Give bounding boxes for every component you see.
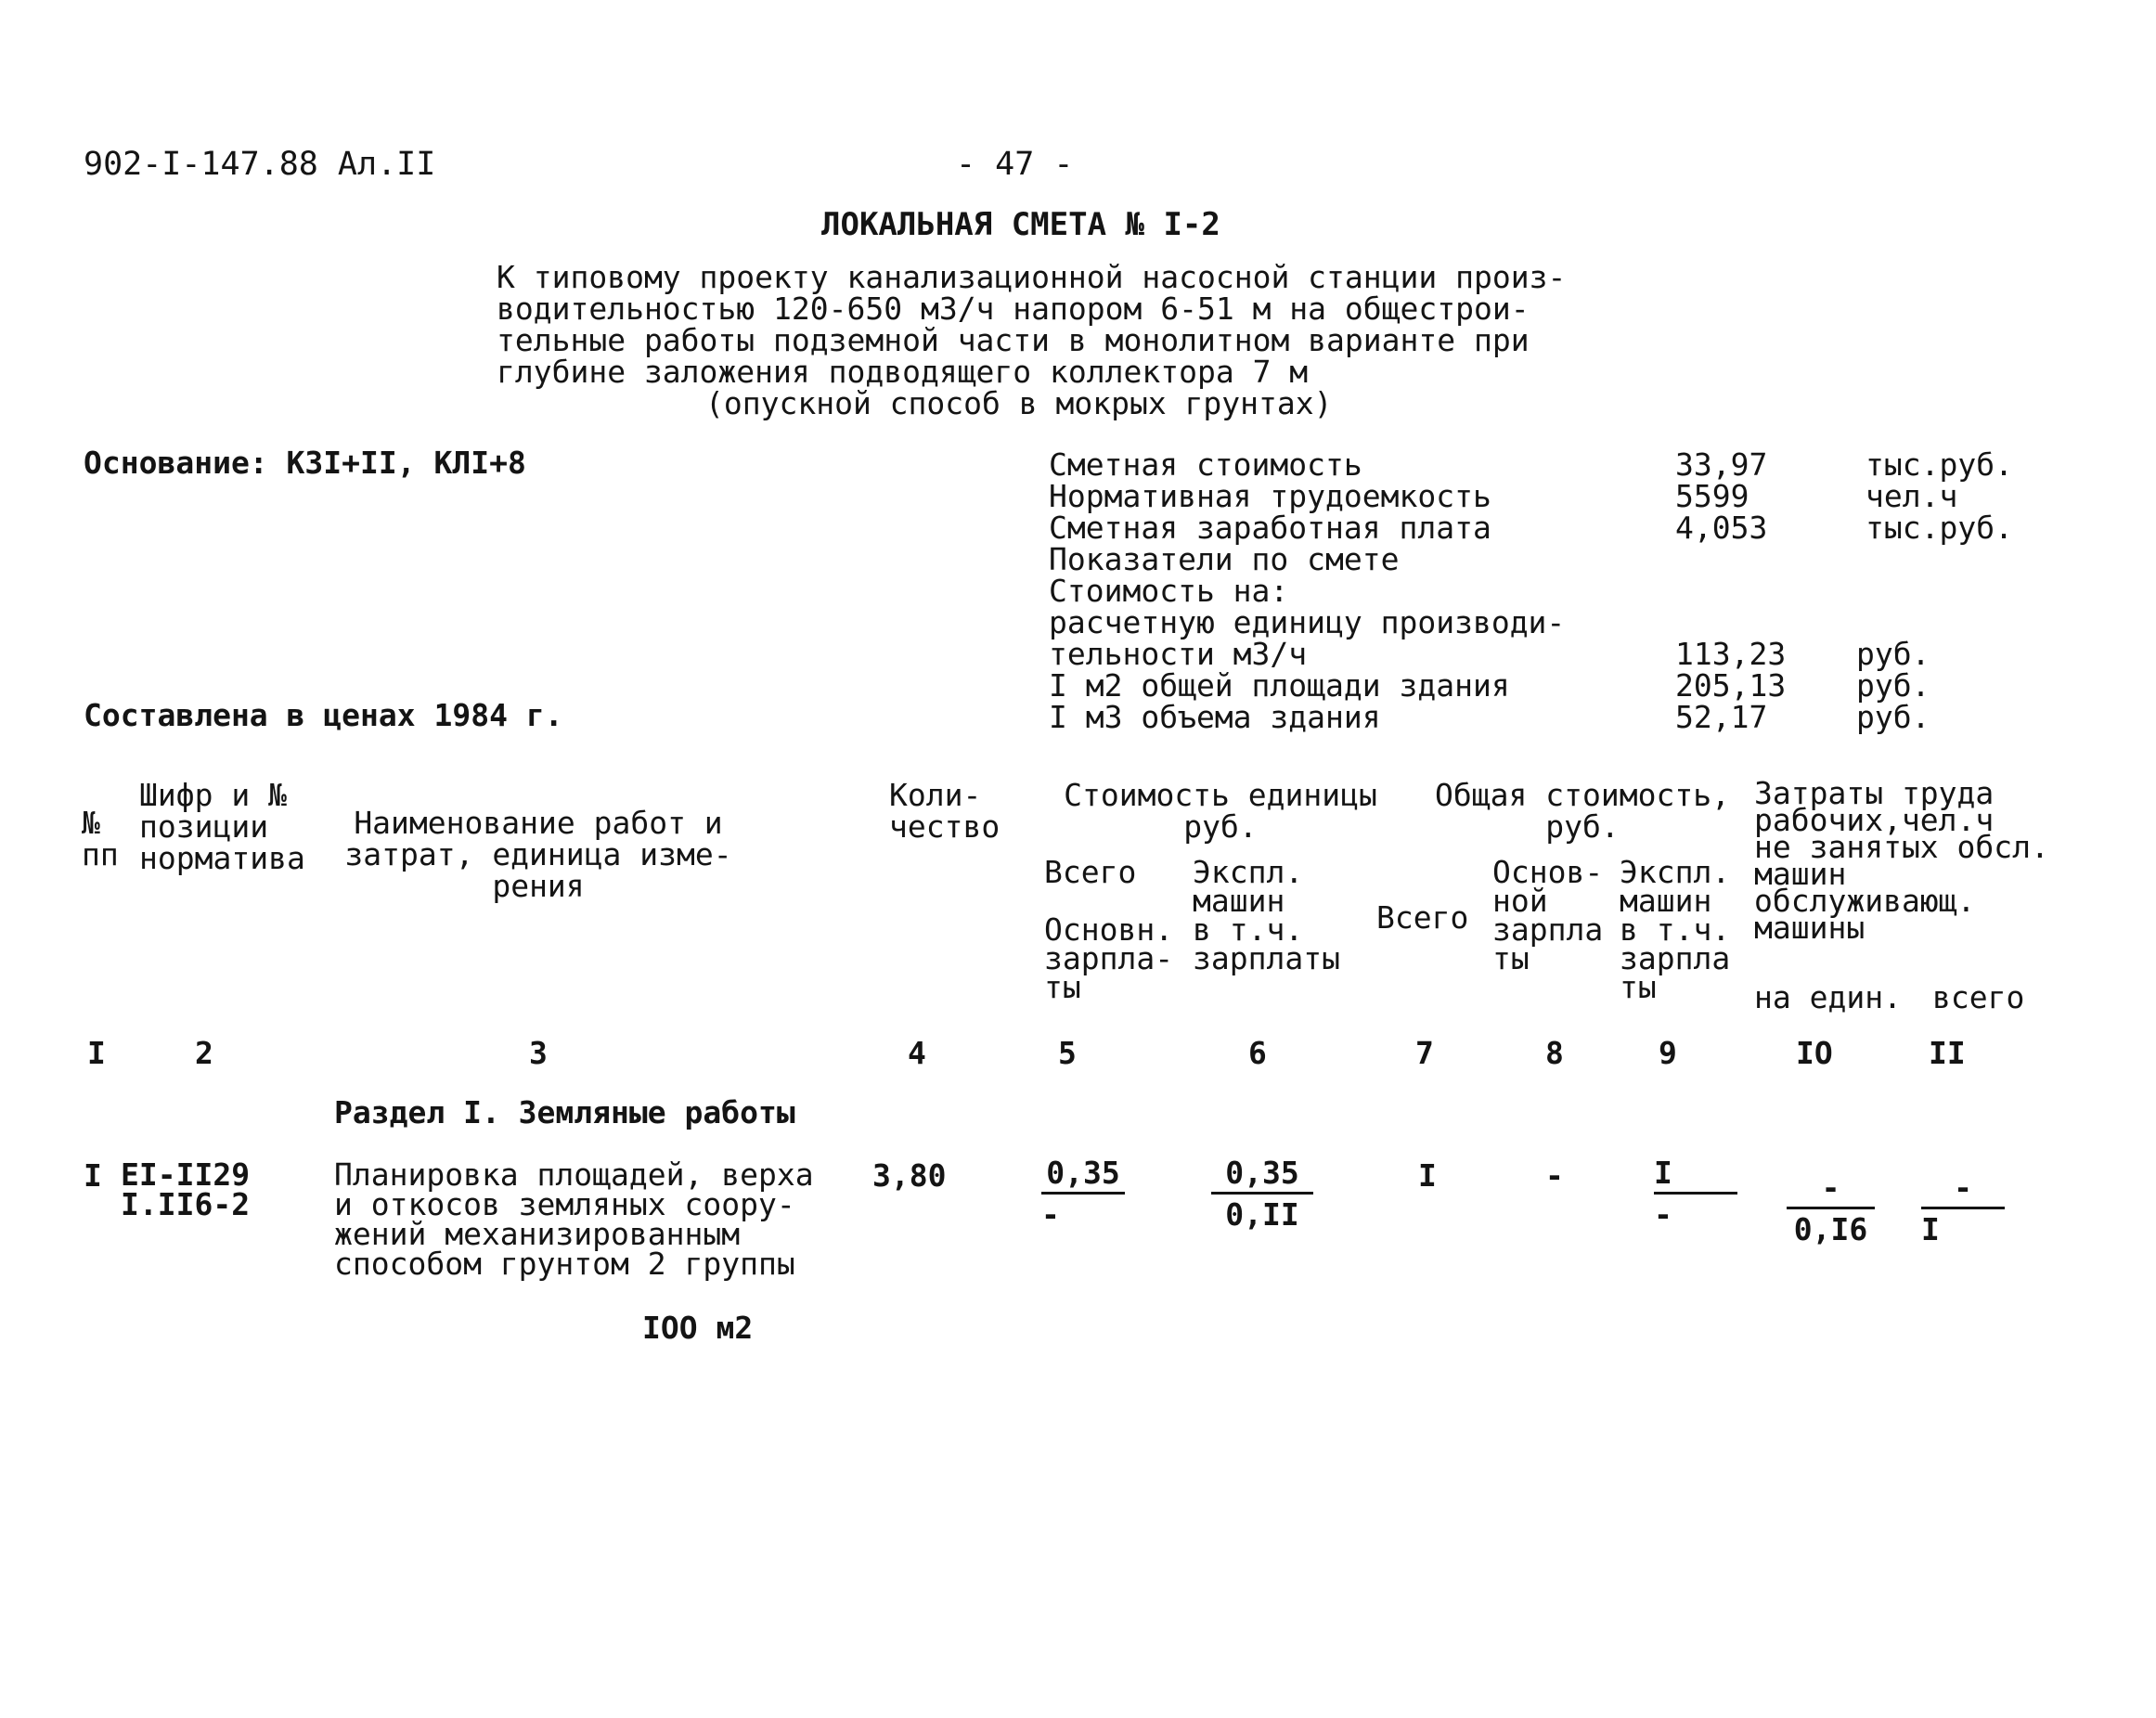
page-number: - 47 -: [956, 146, 1074, 183]
summary-label: Сметная заработная плата: [1049, 510, 1491, 546]
column-number: 5: [1058, 1035, 1077, 1071]
summary-value: 113,23: [1675, 636, 1787, 672]
header-col-7: Всего: [1376, 899, 1469, 936]
column-number: I: [87, 1035, 106, 1071]
summary-value: 4,053: [1675, 510, 1768, 546]
column-number: 3: [529, 1035, 548, 1071]
header-col-7-9-group: Общая стоимость, руб.: [1435, 777, 1730, 845]
row-number: I: [84, 1157, 102, 1194]
row-quantity: 3,80: [872, 1157, 947, 1194]
summary-value: 205,13: [1675, 667, 1787, 704]
row-code: EI-II29 I.II6-2: [121, 1156, 251, 1222]
header-col-4: Коли- чество: [889, 777, 1001, 845]
row-total: I: [1418, 1157, 1437, 1194]
title-line-5: (опускной способ в мокрых грунтах): [705, 385, 1333, 421]
prices-year: Составлена в ценах 1984 г.: [84, 697, 563, 733]
column-number: 8: [1545, 1035, 1564, 1071]
column-number: 7: [1415, 1035, 1434, 1071]
summary-label: тельности м3/ч: [1049, 636, 1308, 672]
document-code: 902-I-147.88 Ал.II: [84, 146, 436, 183]
section-title: Раздел I. Земляные работы: [334, 1094, 795, 1130]
title-line-1: К типовому проекту канализационной насосной станции произ-: [497, 259, 1567, 295]
header-col-10-11-group: Затраты труда рабочих,чел.ч не занятых обсл. машин обслуживающ. машины: [1754, 775, 2049, 946]
header-col-10: на един.: [1754, 979, 1902, 1015]
summary-unit: руб.: [1856, 699, 1930, 735]
labor-per-unit: -: [1787, 1171, 1875, 1209]
summary-label: Стоимость на:: [1049, 573, 1289, 609]
header-col-1: № пп: [82, 805, 119, 872]
title-line-3: тельные работы подземной части в монолитном варианте при: [497, 322, 1530, 358]
unit-cost-total: 0,35: [1041, 1156, 1125, 1195]
basis: Основание: КЗI+II, КЛI+8: [84, 445, 526, 481]
summary-label: I м2 общей площади здания: [1049, 667, 1510, 704]
summary-label: расчетную единицу производи-: [1049, 604, 1566, 640]
header-col-11: всего: [1932, 979, 2025, 1015]
column-number: II: [1929, 1035, 1966, 1071]
column-number: 6: [1248, 1035, 1267, 1071]
title-line-4: глубине заложения подводящего коллектора 7 м: [497, 354, 1309, 390]
summary-unit: чел.ч: [1866, 478, 1958, 514]
header-col-8: Основ- ной зарпла ты: [1492, 854, 1604, 976]
header-col-2: Шифр и № позиции норматива: [139, 777, 305, 876]
unit-machine-salary: 0,II: [1225, 1196, 1299, 1233]
machine-cost-total: I: [1654, 1156, 1737, 1195]
column-number: IO: [1796, 1035, 1833, 1071]
summary-label: Показатели по смете: [1049, 541, 1400, 577]
summary-unit: руб.: [1856, 636, 1930, 672]
row-base-salary-total: -: [1545, 1157, 1564, 1194]
row-col-6: [1211, 1156, 1313, 1235]
summary-unit: тыс.руб.: [1866, 446, 2013, 483]
header-col-5: Всего Основн. зарпла- ты: [1044, 854, 1174, 1005]
column-number: 4: [908, 1035, 926, 1071]
summary-value: 5599: [1675, 478, 1749, 514]
row-name: Планировка площадей, верха и откосов земляных соору- жений механизированным способом грунтом 2 группы: [334, 1156, 814, 1282]
summary-label: I м3 объема здания: [1049, 699, 1381, 735]
row-unit: IOO м2: [642, 1310, 754, 1346]
summary-value: 52,17: [1675, 699, 1768, 735]
header-col-9: Экспл. машин в т.ч. зарпла ты: [1620, 854, 1731, 1005]
title-line-2: водительностью 120-650 м3/ч напором 6-51 м на общестрои-: [497, 291, 1530, 327]
header-col-6: Экспл. машин в т.ч. зарплаты: [1193, 854, 1340, 976]
row-col-10: [1787, 1171, 1875, 1250]
unit-machine-cost: 0,35: [1211, 1156, 1313, 1195]
column-number: 9: [1659, 1035, 1677, 1071]
labor-total: -: [1921, 1171, 2005, 1209]
header-col-3: Наименование работ и затрат, единица изме- рения: [344, 805, 732, 904]
machine-salary-total: -: [1654, 1196, 1672, 1233]
row-col-9: [1654, 1156, 1737, 1235]
unit-base-salary: -: [1041, 1196, 1060, 1233]
estimate-title: ЛОКАЛЬНАЯ СМЕТА № I-2: [821, 206, 1220, 243]
row-col-11: [1921, 1171, 2005, 1250]
column-number: 2: [195, 1035, 213, 1071]
summary-unit: руб.: [1856, 667, 1930, 704]
summary-label: Сметная стоимость: [1049, 446, 1362, 483]
summary-value: 33,97: [1675, 446, 1768, 483]
labor-per-unit-machine: 0,I6: [1793, 1211, 1868, 1247]
summary-unit: тыс.руб.: [1866, 510, 2013, 546]
row-col-5: [1041, 1156, 1125, 1235]
header-col-5-6-group: Стоимость единицы руб.: [1064, 777, 1377, 845]
labor-total-machine: I: [1921, 1211, 1940, 1247]
summary-label: Нормативная трудоемкость: [1049, 478, 1491, 514]
